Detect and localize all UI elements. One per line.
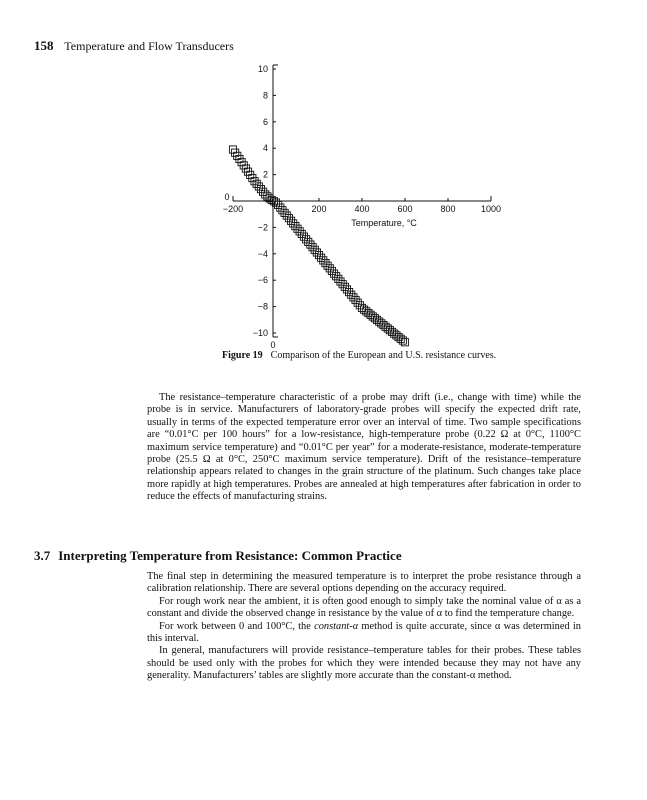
y-tick-label: −8 (257, 301, 268, 312)
body-paragraph: The resistance–temperature characteristic of a probe may drift (i.e., change with time) while the probe is in service. Manufacturers of laboratory-grade probes will specify the expected drift rate, usually in terms of the expected temperature error over an interval of time. Two sample specifications are “0.01°C per 100 hours” for a low-resistance, high-temperature probe (0.22 Ω at 0°C, 1100°C maximum service temperature) and “0.01°C per year” for a moderate-resistance, moderate-temperature probe (25.5 Ω at 0°C, 250°C maximum service temperature). Drift of the resistance–temperature relationship appears related to changes in the grain structure of the platinum. Such changes take place more rapidly at high temperatures. Probes are annealed at high temperatures after fabrication in order to reduce the effects of manufacturing strains. (147, 392, 581, 503)
figure-label: Figure 19 (222, 350, 263, 361)
x-axis-title: Temperature, °C (351, 218, 417, 228)
data-point-marker (313, 249, 320, 256)
x-tick-label: 600 (397, 204, 413, 214)
y-tick-label: 8 (262, 90, 268, 101)
page-number: 158 (34, 38, 54, 53)
y-tick-label: −6 (257, 275, 268, 286)
y-tick-label: −2 (257, 222, 268, 233)
data-point-marker (348, 291, 355, 298)
data-point-marker (300, 233, 307, 240)
data-point-marker (285, 215, 292, 222)
data-point-marker (350, 294, 357, 301)
data-point-marker (326, 265, 333, 272)
data-point-marker (283, 212, 290, 219)
data-point-marker (287, 217, 294, 224)
section-paragraph-3-italic: constant-α (314, 620, 359, 632)
data-point-marker (290, 220, 297, 227)
data-point-marker (346, 288, 353, 295)
data-point-marker (309, 244, 316, 251)
section-paragraph-3 (147, 621, 581, 646)
data-point-marker (354, 299, 361, 306)
data-point-marker (341, 283, 348, 290)
section-paragraph-3-b: method is quite accurate, since α was determined in this interval. (147, 620, 581, 645)
x-tick-label: 200 (311, 204, 327, 214)
y-tick-label: 10 (257, 64, 268, 74)
data-point-marker (333, 273, 340, 280)
x-tick-label: 1000 (480, 204, 502, 214)
data-point-marker (322, 259, 329, 266)
data-point-marker (292, 222, 299, 229)
y-tick-label: 4 (262, 143, 268, 154)
data-point-marker (343, 286, 350, 293)
data-point-marker (328, 267, 335, 274)
y-axis-bottom-zero-label: 0 (270, 340, 276, 350)
data-point-marker (260, 188, 267, 195)
x-tick-label: 400 (354, 204, 370, 214)
section-heading (34, 548, 402, 564)
section-number: 3.7 (34, 548, 51, 563)
figure-caption-text: Comparison of the European and U.S. resistance curves. (270, 350, 497, 361)
chart-markers (229, 146, 408, 346)
y-tick-label: 6 (262, 116, 268, 127)
data-point-marker (311, 246, 318, 253)
section-paragraph-4: In general, manufacturers will provide resistance–temperature tables for their probes. These tables should be used only with the probes for which they were intended because they may not have any generality. Manufacturers’ tables are slightly more accurate than the constant-α method. (147, 645, 581, 682)
section-paragraph-1: The final step in determining the measured temperature is to interpret the probe resistance through a calibration relationship. There are several options depending on the accuracy required. (147, 571, 581, 595)
section-title: Interpreting Temperature from Resistance: Common Practice (58, 548, 402, 563)
data-point-marker (335, 275, 342, 282)
y-tick-label: −4 (257, 248, 268, 259)
data-point-marker (305, 238, 312, 245)
data-point-marker (281, 209, 288, 216)
data-point-marker (279, 207, 286, 214)
data-point-marker (320, 257, 327, 264)
data-point-marker (330, 270, 337, 277)
y-tick-label: −10 (252, 328, 268, 338)
data-point-marker (352, 296, 359, 303)
data-point-marker (296, 228, 303, 235)
data-point-marker (298, 230, 305, 237)
data-point-marker (307, 241, 314, 248)
y-tick-label: 2 (262, 169, 268, 180)
section-paragraph-2: For rough work near the ambient, it is often good enough to simply take the nominal value of α as a constant and divide the observed change in resistance by the value of α to find the temperature change. (147, 595, 581, 620)
figure-caption (222, 350, 496, 361)
data-point-marker (324, 262, 331, 269)
section-body (147, 571, 581, 683)
data-point-marker (337, 278, 344, 285)
chart-labels (223, 64, 501, 350)
data-point-marker (339, 281, 346, 288)
data-point-marker (294, 225, 301, 232)
data-point-marker (257, 186, 264, 193)
origin-label: 0 (224, 192, 230, 202)
x-tick-label: −200 (222, 204, 244, 214)
data-point-marker (318, 254, 325, 261)
section-paragraph-3-a: For work between 0 and 100°C, the (159, 620, 315, 632)
data-point-marker (315, 252, 322, 259)
data-point-marker (303, 236, 310, 243)
running-title: Temperature and Flow Transducers (64, 39, 234, 53)
x-tick-label: 800 (440, 204, 456, 214)
data-point-marker (255, 183, 262, 190)
